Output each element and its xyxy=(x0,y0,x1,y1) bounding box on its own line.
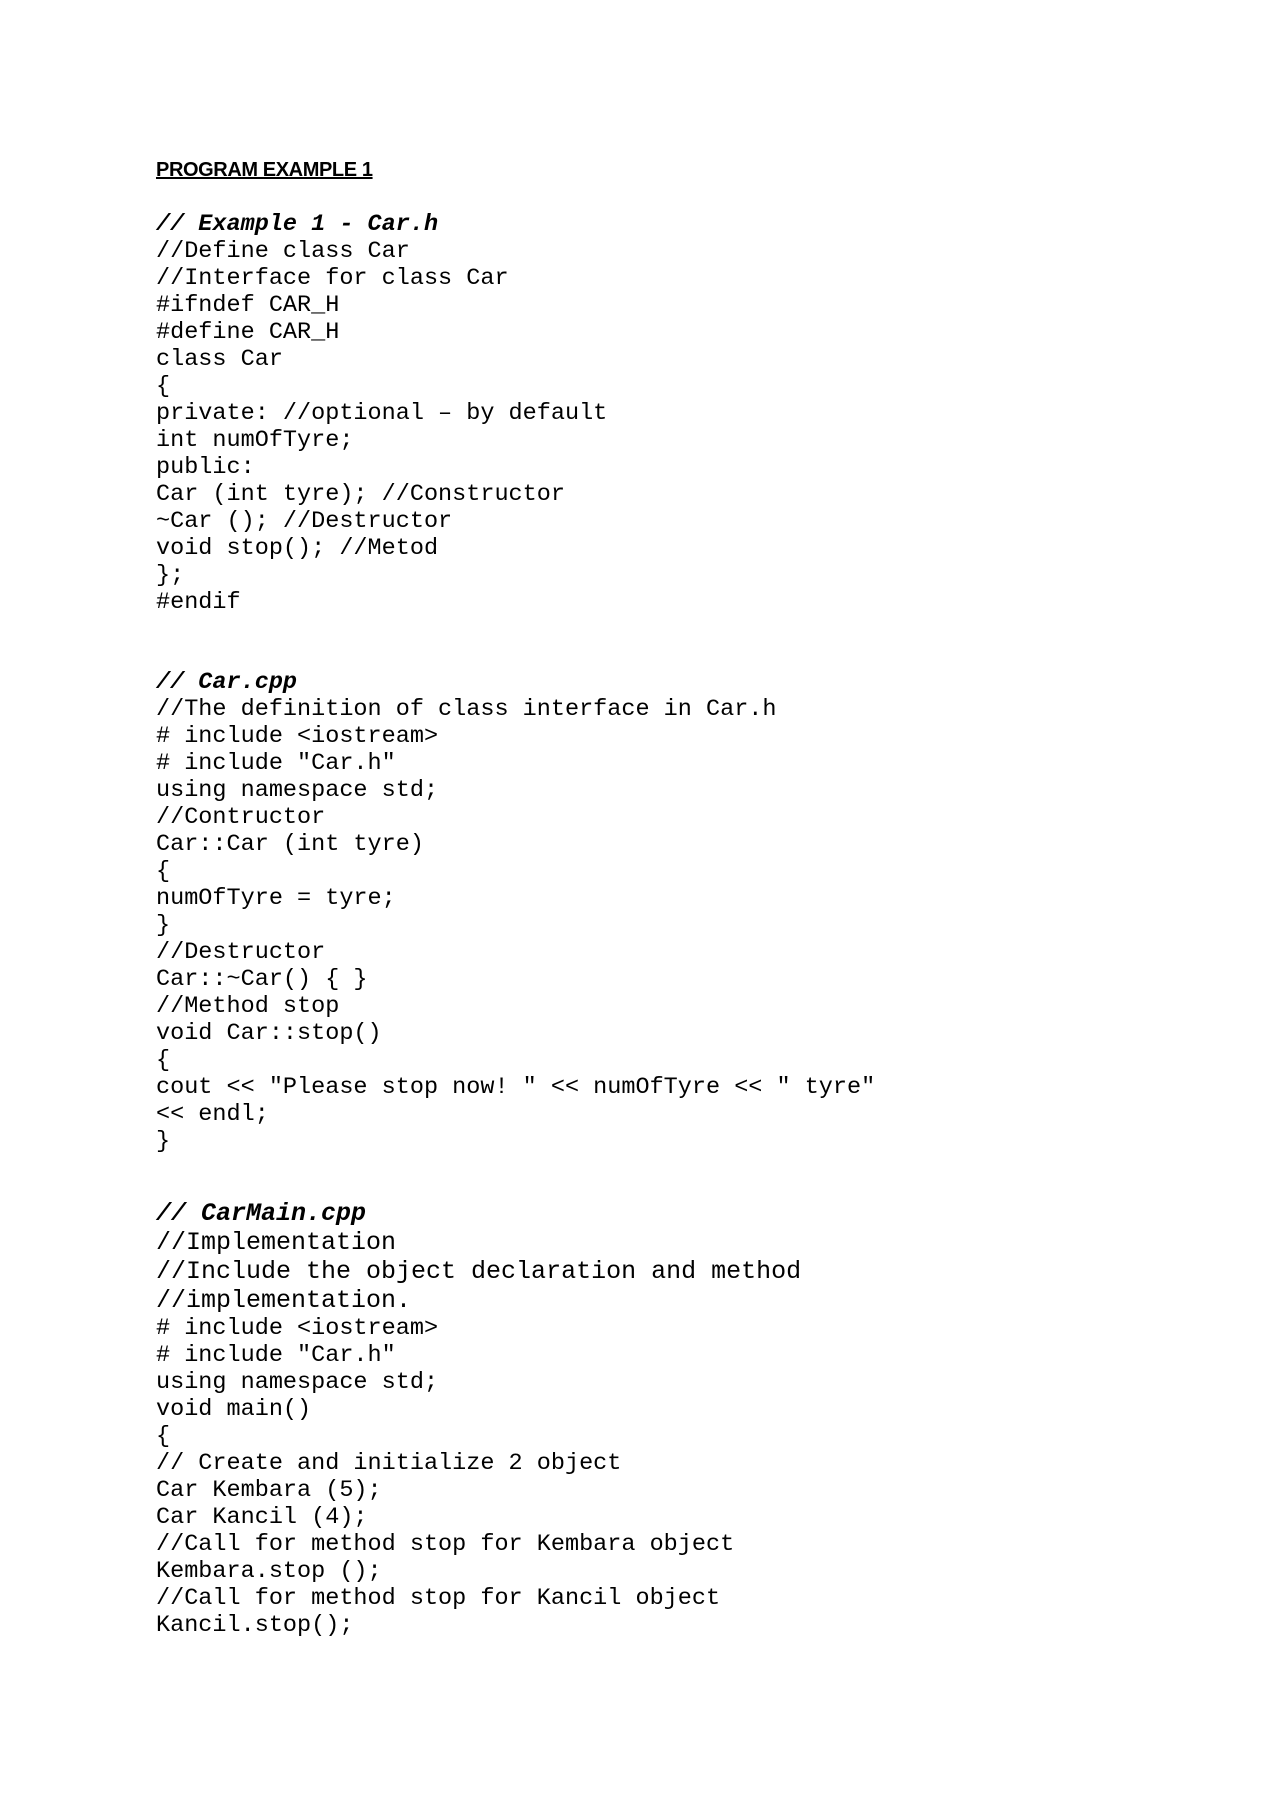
code-line: //The definition of class interface in Car.h xyxy=(156,696,777,723)
code-line: public: xyxy=(156,454,255,481)
code-line: int numOfTyre; xyxy=(156,427,354,454)
code-line: { xyxy=(156,858,171,885)
document-page xyxy=(156,157,1156,1639)
code-line: Car Kembara (5); xyxy=(156,1477,382,1504)
code-line: #ifndef CAR_H xyxy=(156,292,340,319)
code-line: # include <iostream> xyxy=(156,1315,439,1342)
code-line: //Contructor xyxy=(156,804,326,831)
code-line: Car::Car (int tyre) xyxy=(156,831,424,858)
code-line: # include <iostream> xyxy=(156,723,439,750)
code-line: void stop(); //Metod xyxy=(156,535,439,562)
code-line: Kembara.stop (); xyxy=(156,1558,382,1585)
code-line: # include "Car.h" xyxy=(156,1342,396,1369)
code-line: << endl; xyxy=(156,1101,269,1128)
code-line: //Implementation xyxy=(156,1228,397,1257)
code-line: using namespace std; xyxy=(156,777,439,804)
code-line: //Include the object declaration and method xyxy=(156,1257,802,1286)
code-line: void Car::stop() xyxy=(156,1020,382,1047)
code-line: ~Car (); //Destructor xyxy=(156,508,453,535)
program-heading: PROGRAM EXAMPLE 1 xyxy=(156,159,373,181)
code-file-title: // Example 1 - Car.h xyxy=(156,211,439,238)
code-line: private: //optional – by default xyxy=(156,400,608,427)
code-line: } xyxy=(156,1128,171,1155)
code-line: using namespace std; xyxy=(156,1369,439,1396)
code-line: # include "Car.h" xyxy=(156,750,396,777)
code-line: //Call for method stop for Kancil object xyxy=(156,1585,721,1612)
code-file-title: // CarMain.cpp xyxy=(156,1199,367,1228)
code-line: //implementation. xyxy=(156,1286,412,1315)
code-line: Car (int tyre); //Constructor xyxy=(156,481,565,508)
code-line: Car::~Car() { } xyxy=(156,966,368,993)
code-line: Kancil.stop(); xyxy=(156,1612,354,1639)
code-line: // Create and initialize 2 object xyxy=(156,1450,622,1477)
code-line: { xyxy=(156,1047,171,1074)
code-line: #define CAR_H xyxy=(156,319,340,346)
code-line: { xyxy=(156,1423,171,1450)
code-line: numOfTyre = tyre; xyxy=(156,885,396,912)
code-block-car-cpp xyxy=(156,669,1156,1155)
code-line: //Define class Car xyxy=(156,238,410,265)
code-line: //Interface for class Car xyxy=(156,265,509,292)
code-line: void main() xyxy=(156,1396,312,1423)
code-line: class Car xyxy=(156,346,283,373)
code-line: }; xyxy=(156,562,185,589)
code-block-carmain-cpp xyxy=(156,1199,1156,1639)
code-line: //Method stop xyxy=(156,993,340,1020)
code-line: cout << "Please stop now! " << numOfTyre << " tyre" xyxy=(156,1074,876,1101)
code-line: #endif xyxy=(156,589,241,616)
code-line: } xyxy=(156,912,171,939)
code-block-car-h xyxy=(156,211,1156,616)
code-line: //Destructor xyxy=(156,939,326,966)
code-line: Car Kancil (4); xyxy=(156,1504,368,1531)
code-line: { xyxy=(156,373,171,400)
code-file-title: // Car.cpp xyxy=(156,669,298,696)
code-line: //Call for method stop for Kembara object xyxy=(156,1531,735,1558)
